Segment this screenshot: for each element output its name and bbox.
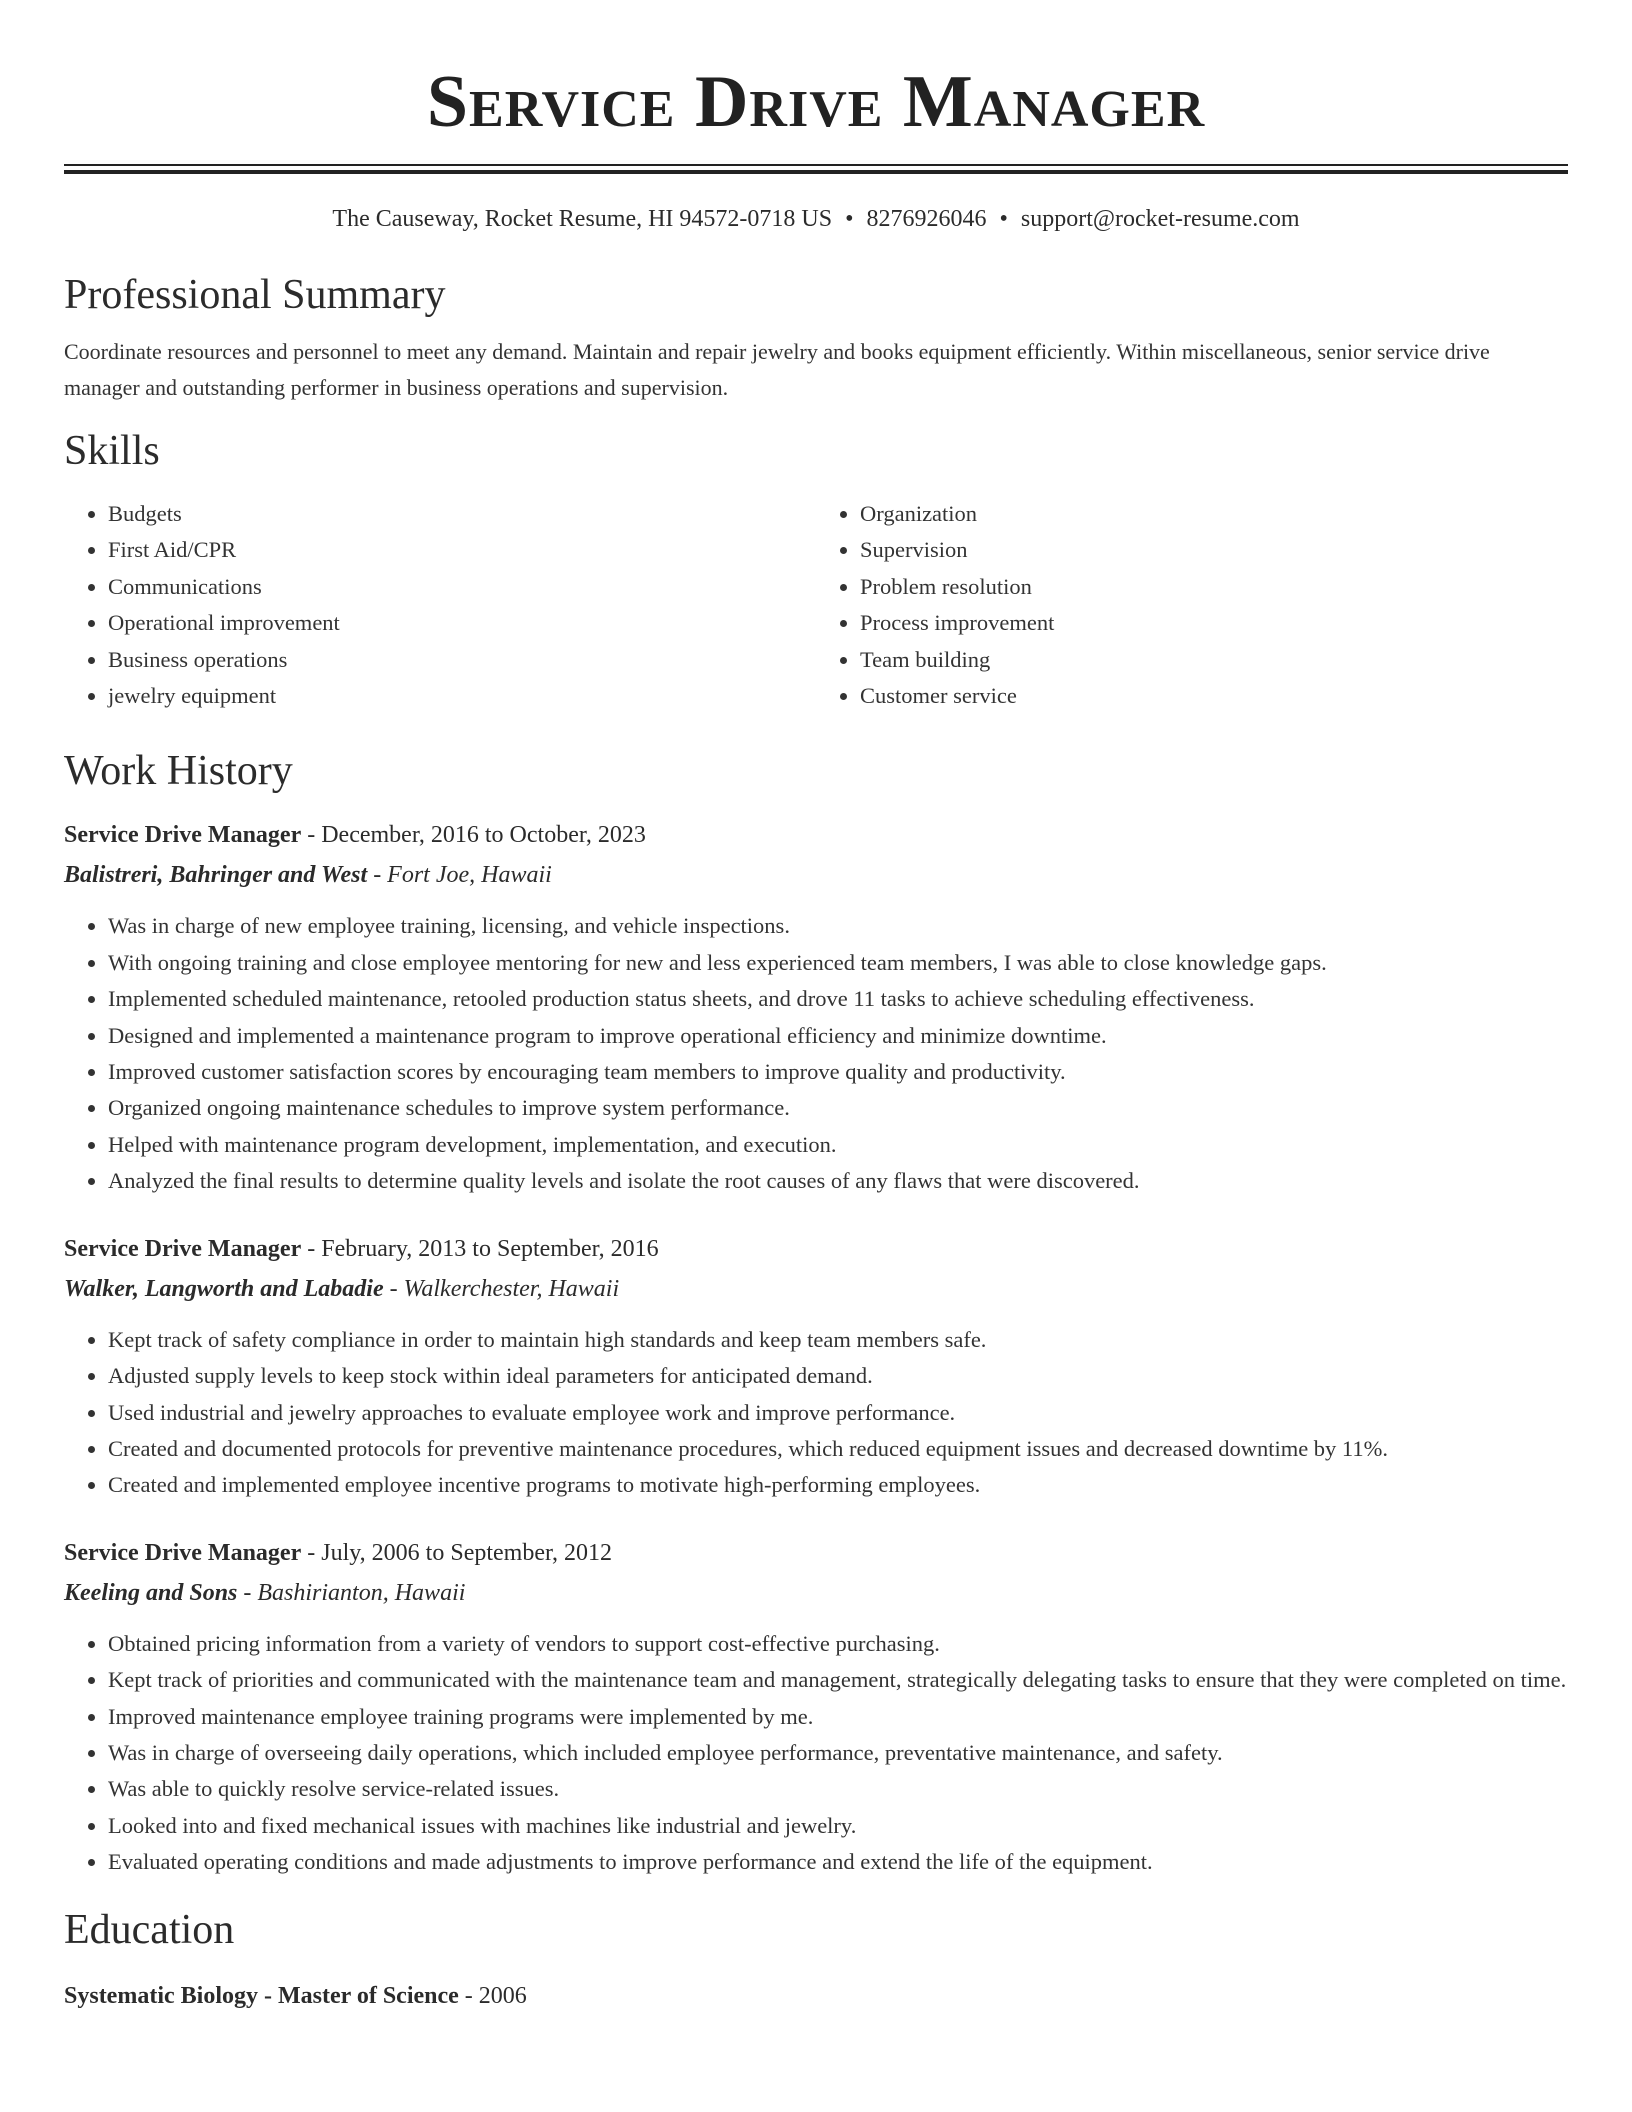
job-bullet: • Adjusted supply levels to keep stock within ideal parameters for anticipated demand. <box>108 1358 1568 1394</box>
skill-item: • Budgets <box>108 496 816 532</box>
work-history-heading: Work History <box>64 748 293 795</box>
job-bullet: • Analyzed the final results to determine quality levels and isolate the root causes of any flaws that were discovered. <box>108 1163 1568 1199</box>
job-bullets <box>64 1626 1568 1881</box>
header-double-rule <box>64 164 1568 174</box>
education-entry <box>64 1981 1568 2011</box>
job-dates: - December, 2016 to October, 2023 <box>301 822 646 849</box>
job-bullet: • Was able to quickly resolve service-related issues. <box>108 1771 1568 1807</box>
job-bullet: • Created and documented protocols for preventive maintenance procedures, which reduced equipment issues and decreased downtime by 11%. <box>108 1431 1568 1467</box>
job-role: Service Drive Manager <box>64 1235 302 1262</box>
job-title-line <box>64 1538 1568 1568</box>
job-company-line <box>64 1578 1568 1608</box>
skill-item: • Business operations <box>108 642 816 678</box>
skill-item: • Operational improvement <box>108 605 816 641</box>
job-title-line <box>64 820 1568 850</box>
job-entry <box>64 1234 1568 1504</box>
job-bullet: • Looked into and fixed mechanical issues with machines like industrial and jewelry. <box>108 1808 1568 1844</box>
skill-item: • Process improvement <box>860 605 1568 641</box>
skill-item: • Communications <box>108 569 816 605</box>
job-company: Balistreri, Bahringer and West <box>64 862 368 889</box>
job-location: - Walkerchester, Hawaii <box>383 1275 620 1302</box>
job-bullet: • Helped with maintenance program development, implementation, and execution. <box>108 1127 1568 1163</box>
job-bullet: • Evaluated operating conditions and made adjustments to improve performance and extend the life of the equipment. <box>108 1844 1568 1880</box>
job-bullet: • Organized ongoing maintenance schedules to improve system performance. <box>108 1090 1568 1126</box>
job-location: - Bashirianton, Hawaii <box>237 1579 466 1606</box>
resume-name-heading: Service Drive Manager <box>426 61 1206 143</box>
job-role: Service Drive Manager <box>64 1539 302 1566</box>
job-company-line <box>64 860 1568 890</box>
skill-item: • Organization <box>860 496 1568 532</box>
job-bullet: • With ongoing training and close employee mentoring for new and less experienced team members, I was able to close knowledge gaps. <box>108 945 1568 981</box>
contact-address: The Causeway, Rocket Resume, HI 94572-0718 US <box>332 206 833 232</box>
skill-item: • Problem resolution <box>860 569 1568 605</box>
education-degree: Systematic Biology - Master of Science <box>64 1982 459 2009</box>
contact-separator: • <box>999 206 1008 232</box>
job-company: Keeling and Sons <box>64 1579 238 1606</box>
job-bullet: • Was in charge of overseeing daily operations, which included employee performance, preventative maintenance, and safety. <box>108 1735 1568 1771</box>
job-bullet: • Kept track of safety compliance in order to maintain high standards and keep team members safe. <box>108 1322 1568 1358</box>
summary-text: Coordinate resources and personnel to meet any demand. Maintain and repair jewelry and books equipment efficiently. Within miscellaneous, senior service drive manager and outstanding performer in business operations and supervision. <box>64 339 1490 400</box>
skills-column-left <box>64 496 816 714</box>
contact-line <box>64 204 1568 234</box>
contact-separator: • <box>845 206 854 232</box>
job-bullet: • Was in charge of new employee training, licensing, and vehicle inspections. <box>108 908 1568 944</box>
job-bullet: • Used industrial and jewelry approaches to evaluate employee work and improve performance. <box>108 1395 1568 1431</box>
skill-item: • Team building <box>860 642 1568 678</box>
education-year: - 2006 <box>458 1982 527 2009</box>
job-bullet: • Improved maintenance employee training programs were implemented by me. <box>108 1699 1568 1735</box>
skills-column-right <box>816 496 1568 714</box>
summary-heading: Professional Summary <box>64 272 446 318</box>
job-dates: - February, 2013 to September, 2016 <box>301 1235 659 1262</box>
skills-heading: Skills <box>64 428 160 474</box>
job-dates: - July, 2006 to September, 2012 <box>301 1539 613 1566</box>
job-bullets <box>64 908 1568 1199</box>
job-bullet: • Kept track of priorities and communicated with the maintenance team and management, strategically delegating tasks to ensure that they were completed on time. <box>108 1662 1568 1698</box>
contact-phone: 8276926046 <box>866 206 987 232</box>
job-title-line <box>64 1234 1568 1264</box>
job-entry <box>64 820 1568 1199</box>
skills-list <box>64 496 1568 714</box>
job-location: - Fort Joe, Hawaii <box>367 862 552 889</box>
education-heading: Education <box>64 1906 235 1953</box>
job-bullet: • Implemented scheduled maintenance, retooled production status sheets, and drove 11 tasks to achieve scheduling effectiveness. <box>108 981 1568 1017</box>
contact-email: support@rocket-resume.com <box>1020 206 1300 232</box>
job-entry <box>64 1538 1568 1881</box>
job-bullets <box>64 1322 1568 1504</box>
job-bullet: • Designed and implemented a maintenance program to improve operational efficiency and minimize downtime. <box>108 1018 1568 1054</box>
skill-item: • First Aid/CPR <box>108 532 816 568</box>
job-role: Service Drive Manager <box>64 822 302 849</box>
skill-item: • jewelry equipment <box>108 678 816 714</box>
job-bullet: • Obtained pricing information from a variety of vendors to support cost-effective purchasing. <box>108 1626 1568 1662</box>
job-bullet: • Created and implemented employee incentive programs to motivate high-performing employees. <box>108 1467 1568 1503</box>
job-company: Walker, Langworth and Labadie <box>64 1275 384 1302</box>
job-company-line <box>64 1274 1568 1304</box>
job-bullet: • Improved customer satisfaction scores by encouraging team members to improve quality and productivity. <box>108 1054 1568 1090</box>
skill-item: • Customer service <box>860 678 1568 714</box>
skill-item: • Supervision <box>860 532 1568 568</box>
